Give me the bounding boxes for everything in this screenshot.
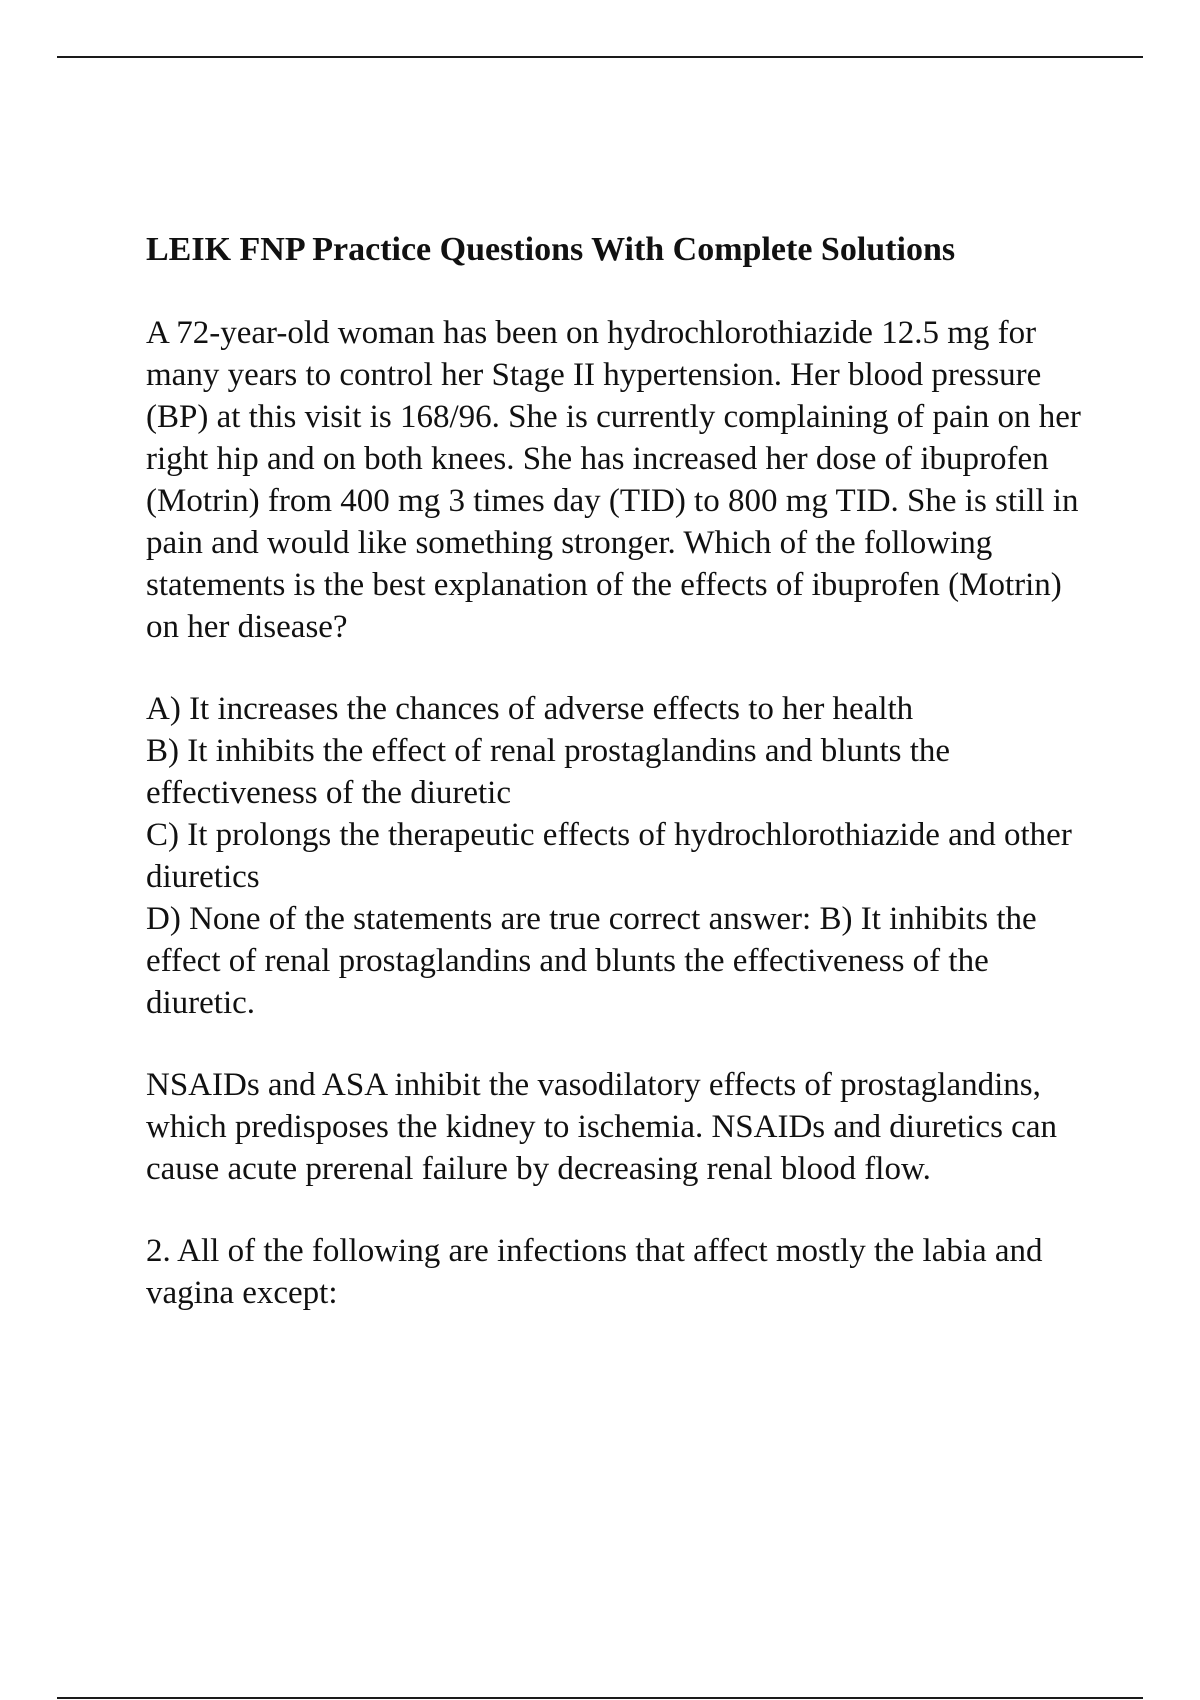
option-b: B) It inhibits the effect of renal prostaglandins and blunts the effectiveness of the diuretic xyxy=(146,733,951,811)
footer-rule xyxy=(57,1697,1143,1699)
spacer xyxy=(146,1190,1096,1230)
header-rule xyxy=(57,56,1143,58)
spacer xyxy=(146,1024,1096,1064)
spacer xyxy=(146,648,1096,688)
question-1-stem: A 72-year-old woman has been on hydrochlorothiazide 12.5 mg for many years to control her Stage II hypertension. Her blood pressure (BP) at this visit is 168/96. She is currently complaining of pain on her right hip and on both knees. She has increased her dose of ibuprofen (Motrin) from 400 mg 3 times day (TID) to 800 mg TID. She is still in pain and would like something stronger. Which of the following statements is the best explanation of the effects of ibuprofen (Motrin) on her disease? xyxy=(146,315,1081,645)
question-1-explanation: NSAIDs and ASA inhibit the vasodilatory effects of prostaglandins, which predisposes the kidney to ischemia. NSAIDs and diuretics can cause acute prerenal failure by decreasing renal blood flow. xyxy=(146,1067,1057,1187)
document-body xyxy=(146,228,1096,1314)
question-2-stem: 2. All of the following are infections that affect mostly the labia and vagina except: xyxy=(146,1233,1043,1311)
option-d-and-answer: D) None of the statements are true correct answer: B) It inhibits the effect of renal prostaglandins and blunts the effectiveness of the diuretic. xyxy=(146,901,1037,1021)
option-c: C) It prolongs the therapeutic effects of hydrochlorothiazide and other diuretics xyxy=(146,817,1072,895)
option-a: A) It increases the chances of adverse effects to her health xyxy=(146,691,914,727)
document-title: LEIK FNP Practice Questions With Complete Solutions xyxy=(146,231,956,268)
question-1-options xyxy=(146,688,1096,1024)
